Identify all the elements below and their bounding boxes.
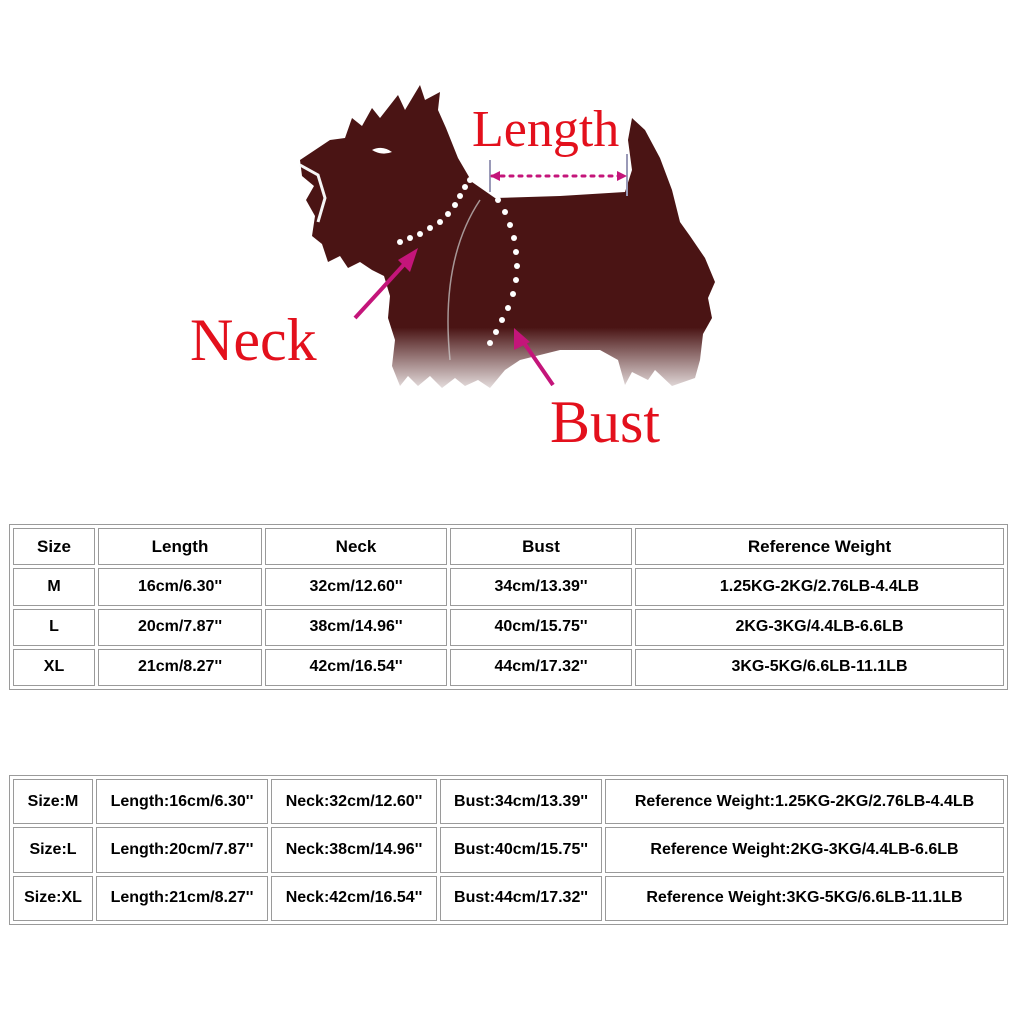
size-chart-table xyxy=(9,524,1008,690)
table-cell: Neck:38cm/14.96'' xyxy=(271,827,437,872)
table-cell: 42cm/16.54'' xyxy=(265,649,447,686)
table-cell: 40cm/15.75'' xyxy=(450,609,632,646)
table-cell: Bust:44cm/17.32'' xyxy=(440,876,602,921)
table-cell: Neck:42cm/16.54'' xyxy=(271,876,437,921)
table-cell: Reference Weight:1.25KG-2KG/2.76LB-4.4LB xyxy=(605,779,1004,824)
table-header-row xyxy=(13,528,1004,565)
length-marker xyxy=(490,154,627,196)
header-cell: Bust xyxy=(450,528,632,565)
table-cell: Reference Weight:3KG-5KG/6.6LB-11.1LB xyxy=(605,876,1004,921)
table-cell: 34cm/13.39'' xyxy=(450,568,632,605)
table-row xyxy=(13,649,1004,686)
table-cell: 44cm/17.32'' xyxy=(450,649,632,686)
table-cell: Reference Weight:2KG-3KG/4.4LB-6.6LB xyxy=(605,827,1004,872)
table-cell: Bust:34cm/13.39'' xyxy=(440,779,602,824)
table-row xyxy=(13,609,1004,646)
table-cell: Length:21cm/8.27'' xyxy=(96,876,268,921)
table-cell: Neck:32cm/12.60'' xyxy=(271,779,437,824)
table-row xyxy=(13,827,1004,872)
table-cell: 3KG-5KG/6.6LB-11.1LB xyxy=(635,649,1004,686)
table-row xyxy=(13,876,1004,921)
table-cell: Bust:40cm/15.75'' xyxy=(440,827,602,872)
table-cell: 32cm/12.60'' xyxy=(265,568,447,605)
table-cell: 2KG-3KG/4.4LB-6.6LB xyxy=(635,609,1004,646)
length-label: Length xyxy=(472,101,620,158)
table-cell: 1.25KG-2KG/2.76LB-4.4LB xyxy=(635,568,1004,605)
size-chart-table-inline xyxy=(9,775,1008,925)
table-cell: Size:L xyxy=(13,827,93,872)
table-cell: L xyxy=(13,609,95,646)
neck-label: Neck xyxy=(190,307,317,373)
header-cell: Reference Weight xyxy=(635,528,1004,565)
table-cell: 20cm/7.87'' xyxy=(98,609,262,646)
header-cell: Length xyxy=(98,528,262,565)
table-cell: M xyxy=(13,568,95,605)
table-cell: Size:M xyxy=(13,779,93,824)
header-cell: Size xyxy=(13,528,95,565)
table-cell: Length:20cm/7.87'' xyxy=(96,827,268,872)
table-cell: 16cm/6.30'' xyxy=(98,568,262,605)
table-cell: 38cm/14.96'' xyxy=(265,609,447,646)
table-cell: Size:XL xyxy=(13,876,93,921)
table-row xyxy=(13,568,1004,605)
table-cell: 21cm/8.27'' xyxy=(98,649,262,686)
header-cell: Neck xyxy=(265,528,447,565)
table-cell: XL xyxy=(13,649,95,686)
table-cell: Length:16cm/6.30'' xyxy=(96,779,268,824)
table-row xyxy=(13,779,1004,824)
bust-label: Bust xyxy=(550,389,661,455)
